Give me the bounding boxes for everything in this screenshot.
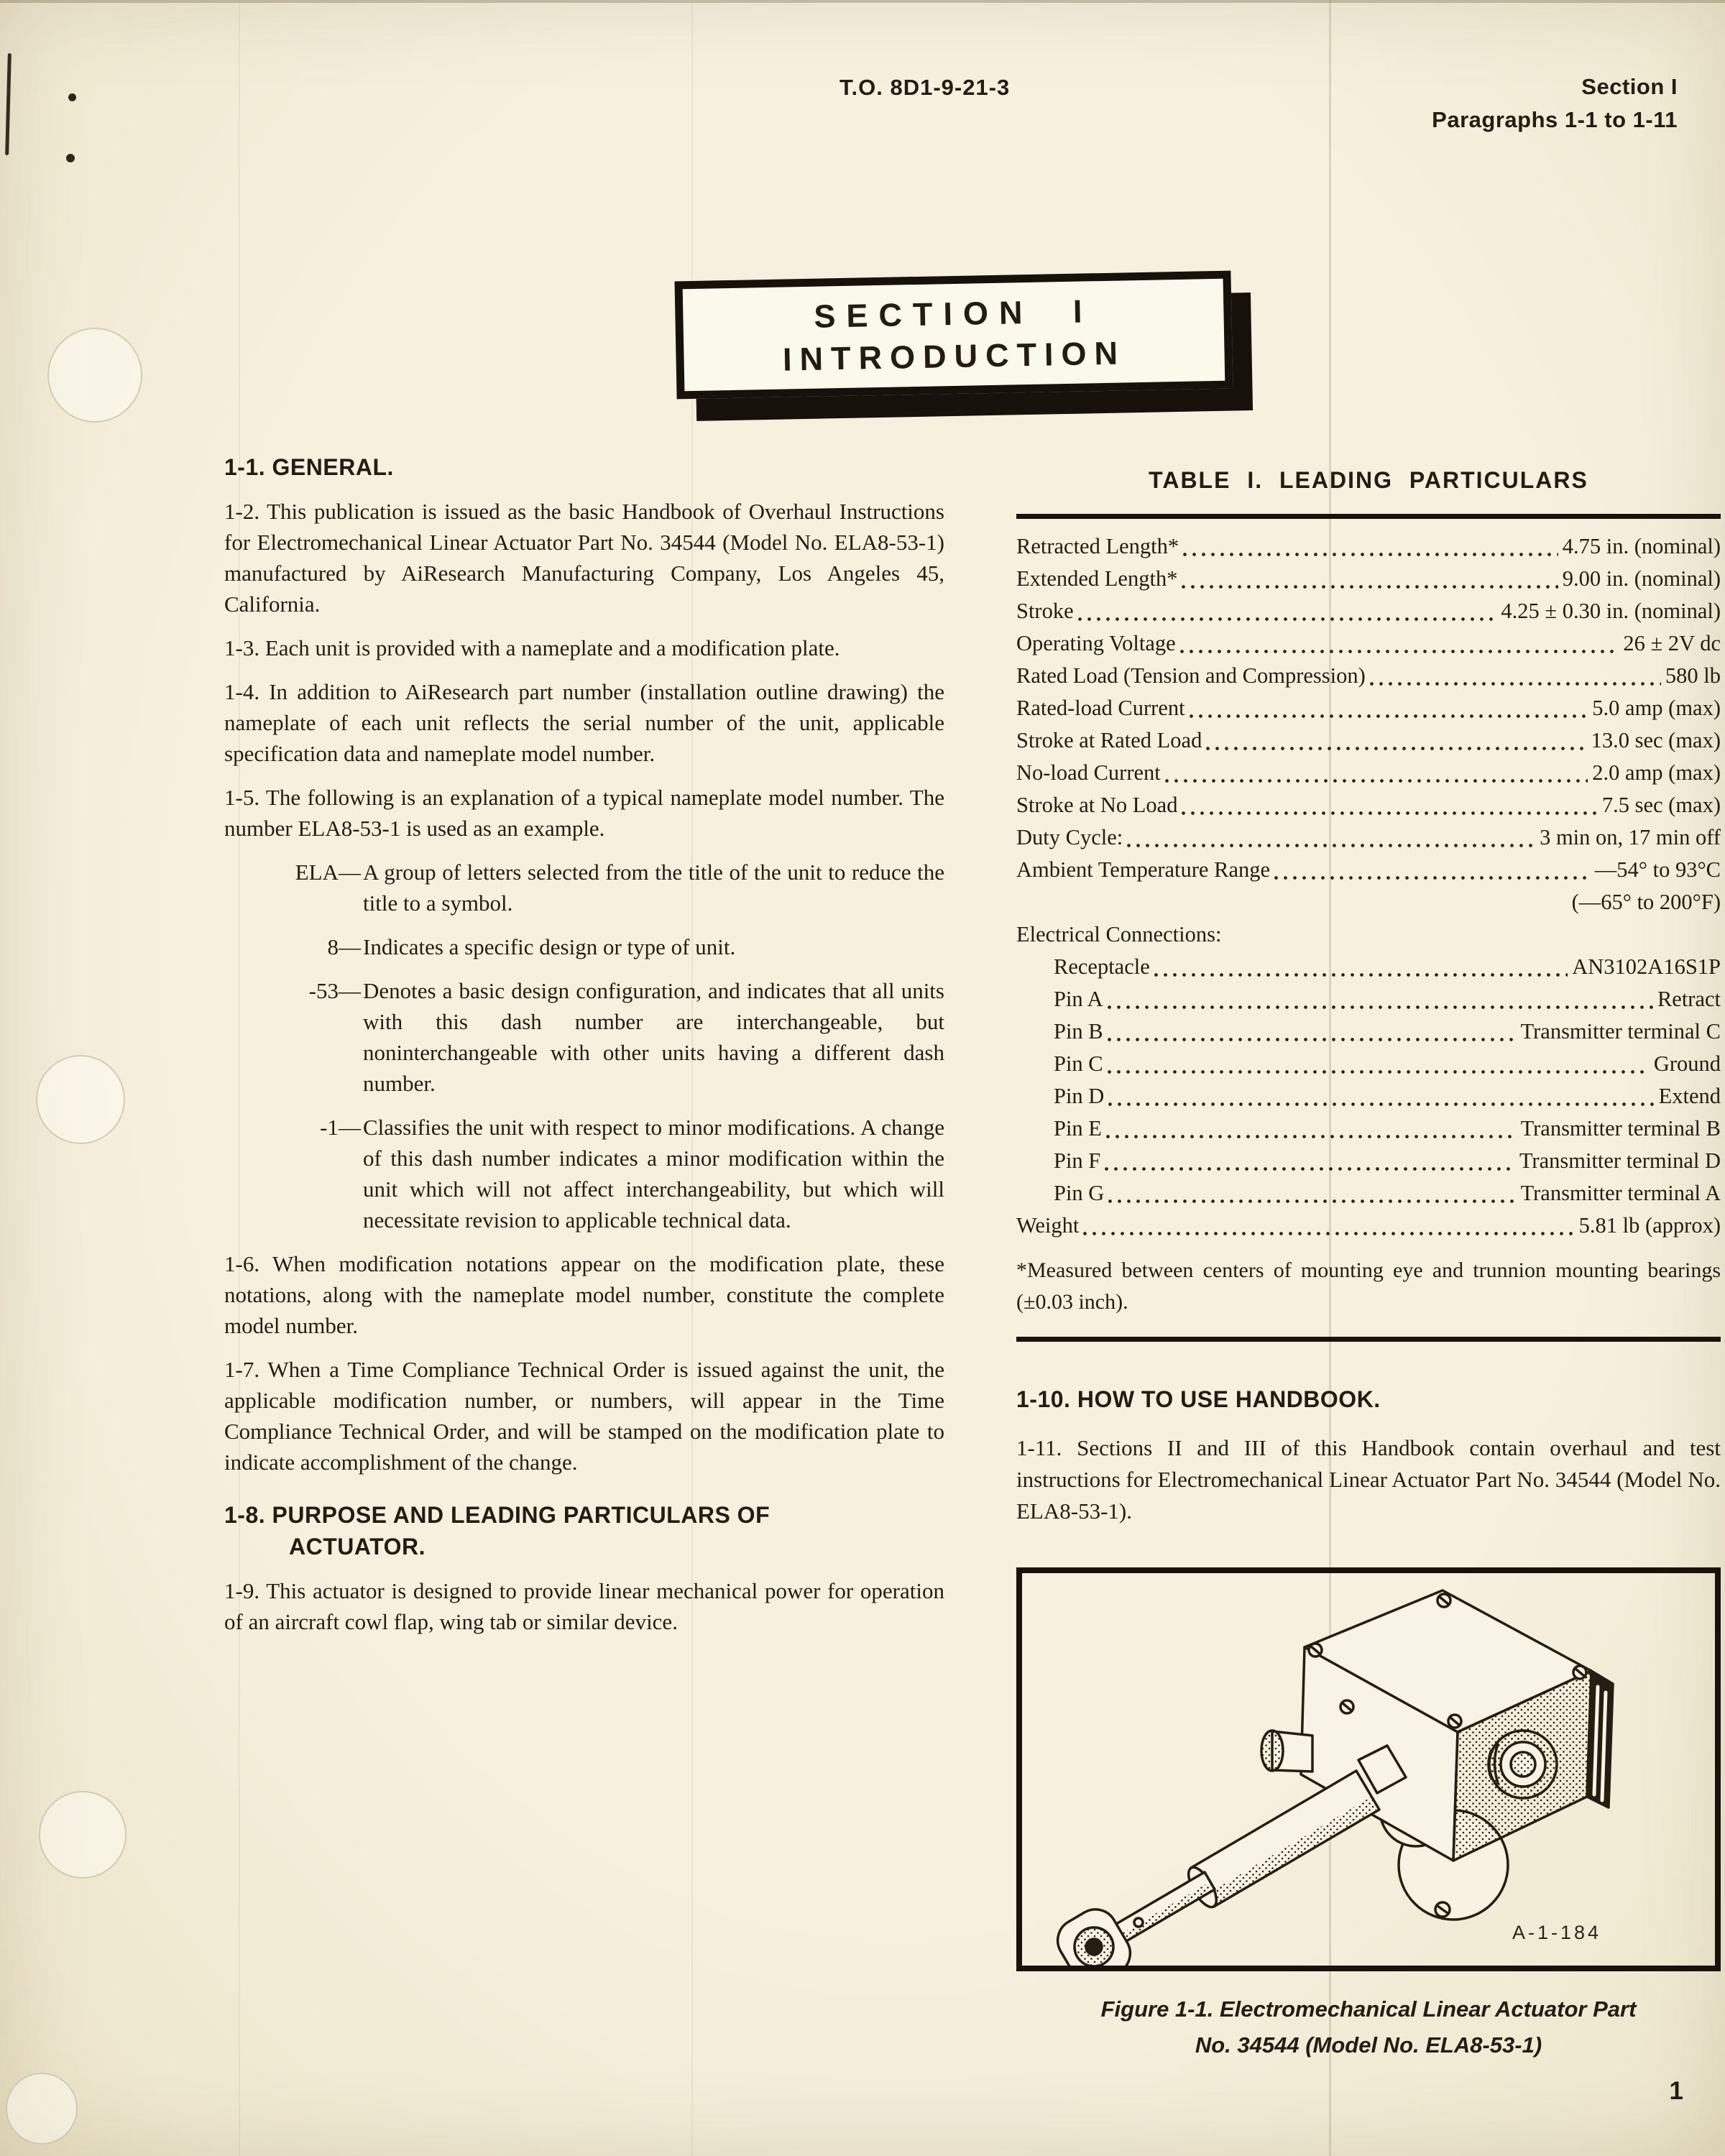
leader-dots — [1106, 1135, 1517, 1138]
model-number-text: Classifies the unit with respect to minor modifications. A change of this dash number indicates a minor modification within the unit which will not affect interchangeability, but which will necessitate revision to applicable technical data. — [363, 1115, 944, 1233]
table-row — [1054, 983, 1721, 1015]
table-row — [1016, 595, 1721, 627]
leader-dots — [1180, 650, 1619, 653]
leader-dots — [1183, 553, 1558, 556]
scan-mark-artifact — [5, 53, 12, 155]
row-label: Stroke at Rated Load — [1016, 728, 1202, 752]
row-label: Pin C — [1054, 1051, 1103, 1076]
right-column — [1016, 467, 1721, 2063]
heading-1-1: 1-1. GENERAL. — [224, 454, 394, 480]
row-label: No-load Current — [1016, 760, 1161, 785]
punch-hole — [36, 1055, 125, 1144]
row-label: Receptacle — [1054, 954, 1150, 979]
leader-dots — [1108, 1102, 1654, 1106]
row-value: Extend — [1658, 1084, 1721, 1108]
leader-dots — [1206, 747, 1586, 750]
paragraph-1-4: 1-4. In addition to AiResearch part number (installation outline drawing) the nameplate of each unit reflects the serial number of the unit, applicable specification data and nameplate model number. — [224, 679, 944, 766]
row-value: Transmitter terminal B — [1520, 1116, 1721, 1141]
table-row — [1054, 1177, 1721, 1210]
model-number-item — [224, 931, 944, 962]
paragraph-1-5: 1-5. The following is an explanation of a typical nameplate model number. The number ELA8-53-1 is used as an example. — [224, 785, 944, 841]
leader-dots — [1182, 585, 1558, 589]
model-number-term: -1— — [320, 1115, 361, 1140]
row-label: Electrical Connections: — [1016, 922, 1222, 946]
leader-dots — [1182, 811, 1597, 815]
ink-dot-artifact — [68, 93, 76, 101]
model-number-item — [224, 1112, 944, 1235]
row-value: 2.0 amp (max) — [1592, 760, 1721, 785]
leader-dots — [1190, 714, 1588, 718]
section-banner-title: SECTION I — [813, 292, 1093, 335]
table-row — [1016, 854, 1721, 886]
table-row — [1054, 1015, 1721, 1048]
section-banner-subtitle: INTRODUCTION — [782, 333, 1126, 378]
table-row — [1016, 692, 1721, 724]
row-value: 5.81 lb (approx) — [1578, 1213, 1721, 1238]
table-rule-top — [1016, 514, 1721, 519]
row-value: 13.0 sec (max) — [1591, 728, 1721, 752]
scan-edge-artifact — [0, 0, 1725, 3]
table-row — [1016, 1210, 1721, 1242]
model-number-item — [224, 857, 944, 918]
row-value: (—65° to 200°F) — [1571, 890, 1721, 914]
row-value: Retract — [1657, 987, 1721, 1011]
paragraph-1-6: 1-6. When modification notations appear on the modification plate, these notations, along with the nameplate model number, constitute the complete model number. — [224, 1251, 944, 1338]
paragraph-1-11: 1-11. Sections II and III of this Handbook contain overhaul and test instructions for Electromechanical Linear Actuator Part No. 34544 (Model No. ELA8-53-1). — [1016, 1435, 1721, 1524]
actuator-line-drawing — [1022, 1573, 1715, 1966]
row-value: Ground — [1653, 1051, 1721, 1076]
row-label: Retracted Length* — [1016, 534, 1179, 558]
row-value: Transmitter terminal D — [1519, 1148, 1721, 1173]
row-label: Weight — [1016, 1213, 1080, 1238]
punch-hole — [39, 1791, 126, 1879]
row-label: Duty Cycle: — [1016, 825, 1123, 849]
punch-hole — [47, 328, 142, 423]
model-number-term: 8— — [327, 934, 361, 959]
row-value: 9.00 in. (nominal) — [1562, 566, 1721, 591]
paragraph-1-9: 1-9. This actuator is designed to provide linear mechanical power for operation of an aircraft cowl flap, wing tab or similar device. — [224, 1578, 944, 1634]
figure-1-1-frame — [1016, 1567, 1721, 1971]
row-label: Stroke — [1016, 599, 1074, 623]
row-value: Transmitter terminal C — [1520, 1019, 1721, 1044]
page-number: 1 — [1669, 2077, 1683, 2105]
model-number-term: ELA— — [295, 860, 361, 885]
heading-1-8-line2: ACTUATOR. — [289, 1534, 426, 1560]
row-value: AN3102A16S1P — [1572, 954, 1721, 979]
table-title: TABLE I. LEADING PARTICULARS — [1149, 467, 1588, 493]
table-row — [1016, 918, 1721, 951]
row-label: Rated-load Current — [1016, 696, 1185, 720]
heading-1-10: 1-10. HOW TO USE HANDBOOK. — [1016, 1386, 1381, 1412]
row-value: 4.75 in. (nominal) — [1562, 534, 1721, 558]
leader-dots — [1108, 1005, 1653, 1009]
model-number-term: -53— — [308, 978, 361, 1003]
row-label: Rated Load (Tension and Compression) — [1016, 663, 1366, 688]
ink-dot-artifact — [66, 154, 75, 162]
figure-plate-number: A-1-184 — [1512, 1922, 1601, 1943]
row-value: Transmitter terminal A — [1520, 1181, 1721, 1205]
table-row — [1016, 821, 1721, 854]
header-paragraph-range: Paragraphs 1-1 to 1-11 — [1432, 107, 1678, 132]
table-row — [1054, 1145, 1721, 1177]
row-value: 26 ± 2V dc — [1623, 631, 1721, 655]
table-row — [1016, 789, 1721, 821]
row-label: Pin D — [1054, 1084, 1105, 1108]
heading-1-8-line1: 1-8. PURPOSE AND LEADING PARTICULARS OF — [224, 1502, 770, 1528]
leader-dots — [1108, 1070, 1650, 1074]
leader-dots — [1370, 682, 1661, 686]
figure-caption-line1: Figure 1-1. Electromechanical Linear Actuator Part — [1100, 1996, 1637, 2022]
figure-caption-line2: No. 34544 (Model No. ELA8-53-1) — [1195, 2032, 1542, 2058]
table-row — [1016, 660, 1721, 692]
figure-caption — [1016, 1991, 1721, 2063]
to-number: T.O. 8D1-9-21-3 — [840, 75, 1011, 100]
row-value: 7.5 sec (max) — [1601, 793, 1721, 817]
table-row — [1016, 757, 1721, 789]
leader-dots — [1078, 617, 1497, 621]
leader-dots — [1105, 1167, 1515, 1171]
paragraph-1-2: 1-2. This publication is issued as the basic Handbook of Overhaul Instructions for Electromechanical Linear Actuator Part No. 34544 (Model No. ELA8-53-1) manufactured by AiResearch Manufacturing Company, Los Angeles 45, California. — [224, 499, 944, 617]
row-value: 580 lb — [1665, 663, 1721, 688]
table-rule-bottom — [1016, 1337, 1721, 1342]
model-number-text: Denotes a basic design configuration, and indicates that all units with this dash number are interchangeable, but noninterchangeable with other units having a different dash number. — [363, 978, 944, 1096]
leader-dots — [1127, 844, 1535, 847]
paragraph-1-3: 1-3. Each unit is provided with a nameplate and a modification plate. — [224, 635, 840, 660]
row-label: Pin G — [1054, 1181, 1105, 1205]
row-label: Pin E — [1054, 1116, 1102, 1141]
row-value: 3 min on, 17 min off — [1540, 825, 1721, 849]
punch-hole — [6, 2073, 78, 2145]
model-number-text: A group of letters selected from the title of the unit to reduce the title to a symbol. — [363, 860, 944, 916]
table-row — [1054, 1112, 1721, 1145]
leader-dots — [1165, 779, 1588, 783]
leader-dots — [1274, 876, 1591, 880]
left-column — [224, 451, 944, 1637]
paragraph-1-7: 1-7. When a Time Compliance Technical Order is issued against the unit, the applicable modification number, or numbers, will appear in the Time Compliance Technical Order, and will be stamped on the modification plate to indicate accomplishment of the change. — [224, 1357, 944, 1475]
table-row — [1016, 563, 1721, 595]
row-label: Pin F — [1054, 1148, 1101, 1173]
model-number-item — [224, 975, 944, 1099]
leader-dots — [1154, 973, 1568, 977]
row-label: Pin A — [1054, 987, 1103, 1011]
row-label: Operating Voltage — [1016, 631, 1176, 655]
table-row — [1054, 1080, 1721, 1112]
table-row — [1054, 951, 1721, 983]
table-row — [1016, 886, 1721, 918]
table-row — [1016, 724, 1721, 757]
table-row — [1016, 530, 1721, 563]
row-label: Ambient Temperature Range — [1016, 857, 1271, 882]
row-label: Stroke at No Load — [1016, 793, 1178, 817]
leader-dots — [1108, 1199, 1516, 1203]
header-section: Section I — [1581, 74, 1678, 99]
leading-particulars-table — [1016, 530, 1721, 1242]
table-footnote: *Measured between centers of mounting eye and trunnion mounting bearings (±0.03 inch). — [1016, 1258, 1721, 1314]
row-value: 4.25 ± 0.30 in. (nominal) — [1501, 599, 1721, 623]
header-section-block — [1432, 70, 1678, 137]
row-label: Extended Length* — [1016, 566, 1178, 591]
row-value: 5.0 amp (max) — [1592, 696, 1721, 720]
table-row — [1054, 1048, 1721, 1080]
heading-1-8 — [224, 1499, 944, 1562]
leader-dots — [1108, 1038, 1517, 1041]
section-banner — [674, 271, 1233, 400]
leader-dots — [1083, 1232, 1574, 1235]
table-row — [1016, 627, 1721, 660]
row-label: Pin B — [1054, 1019, 1103, 1044]
row-value: —54° to 93°C — [1594, 857, 1721, 882]
model-number-text: Indicates a specific design or type of unit. — [363, 934, 736, 959]
